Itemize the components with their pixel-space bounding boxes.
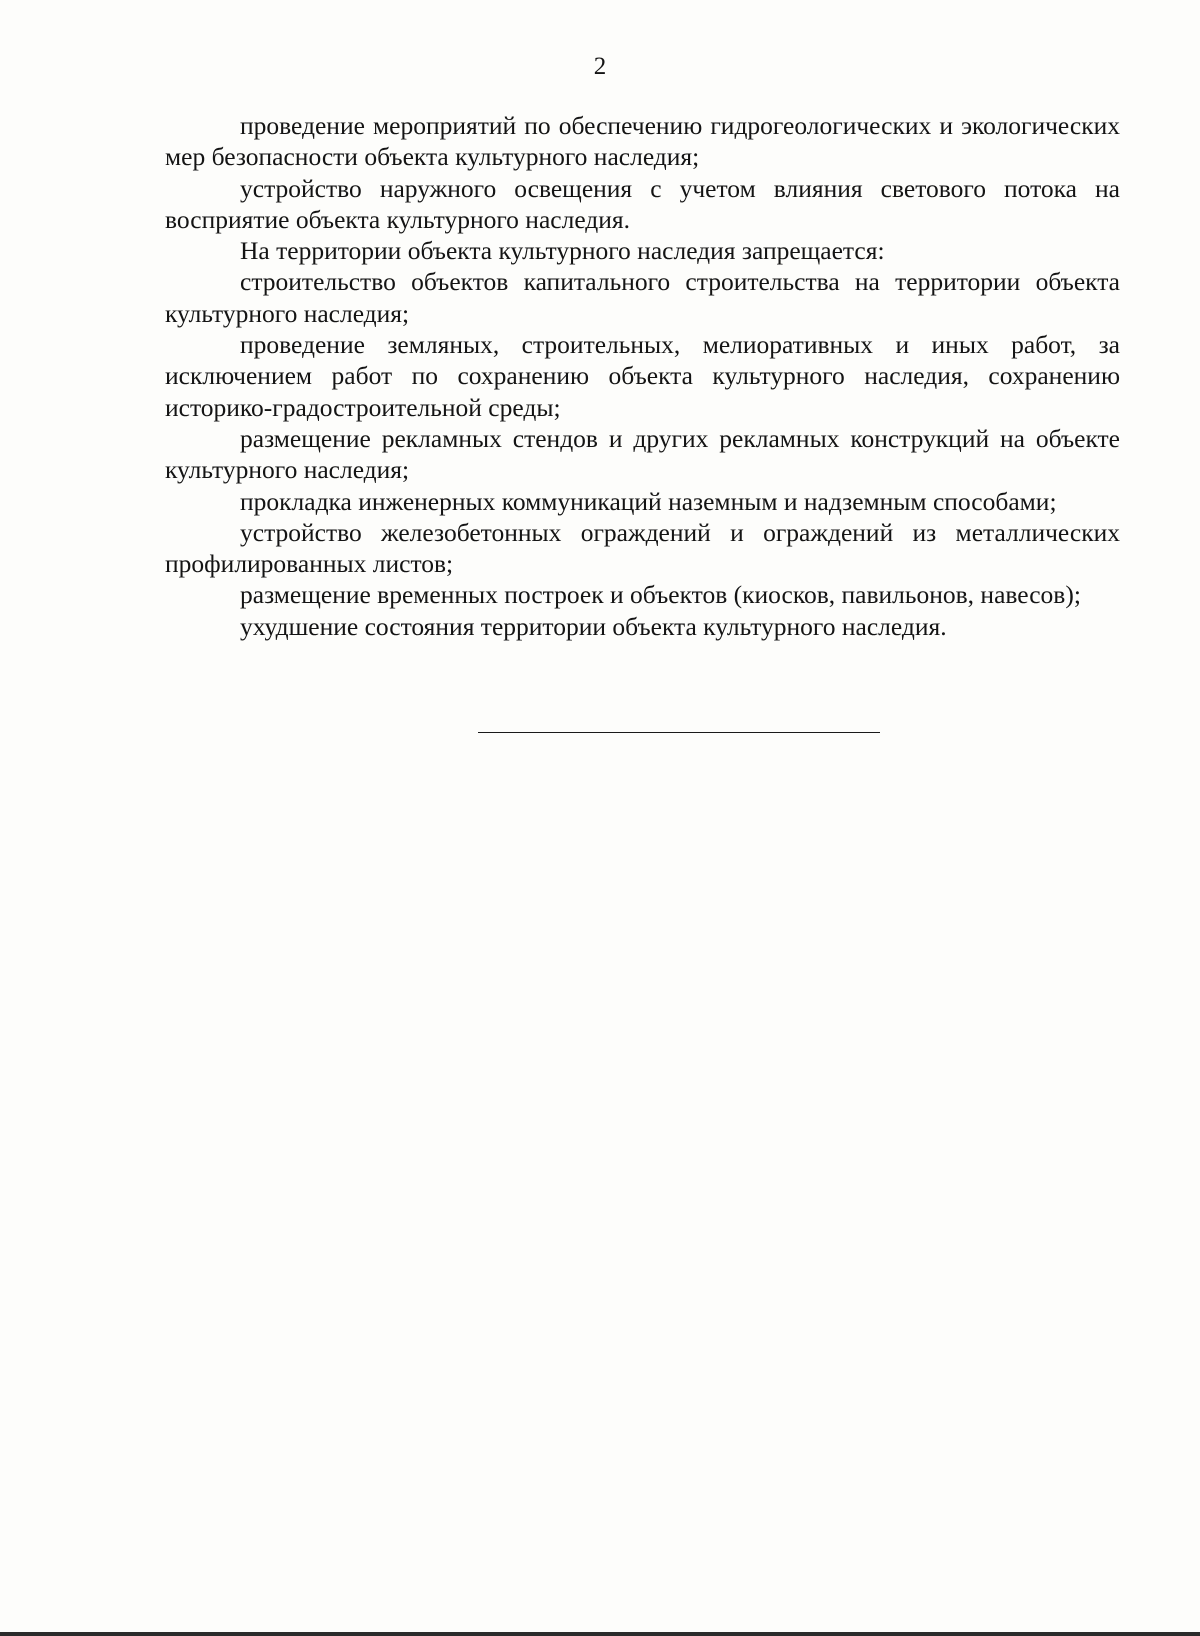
- paragraph-8: устройство железобетонных ограждений и ограждений из металлических профилированных листов;: [165, 517, 1120, 579]
- scan-bottom-edge: [0, 1632, 1200, 1636]
- paragraph-7: прокладка инженерных коммуникаций наземным и надземным способами;: [240, 486, 1057, 516]
- paragraph-4: строительство объектов капитального строительства на территории объекта культурного наследия;: [165, 267, 1120, 328]
- paragraph-9: размещение временных построек и объектов (киосков, павильонов, навесов);: [240, 580, 1081, 610]
- paragraph-2: устройство наружного освещения с учетом влияния светового потока на восприятие объекта культурного наследия.: [165, 173, 1120, 234]
- document-body: [165, 110, 1120, 642]
- closing-divider-line: [478, 732, 880, 733]
- paragraph-10: ухудшение состояния территории объекта культурного наследия.: [240, 611, 947, 641]
- paragraph-1: проведение мероприятий по обеспечению гидрогеологических и экологических мер безопасности объекта культурного наследия;: [165, 111, 1120, 172]
- paragraph-6: размещение рекламных стендов и других рекламных конструкций на объекте культурного наследия;: [165, 423, 1120, 485]
- page-number: 2: [593, 53, 607, 80]
- paragraph-5: проведение земляных, строительных, мелиоративных и иных работ, за исключением работ по сохранению объекта культурного наследия, сохранению историко-градостроительной среды;: [165, 330, 1120, 422]
- paragraph-3: На территории объекта культурного наследия запрещается:: [240, 236, 885, 266]
